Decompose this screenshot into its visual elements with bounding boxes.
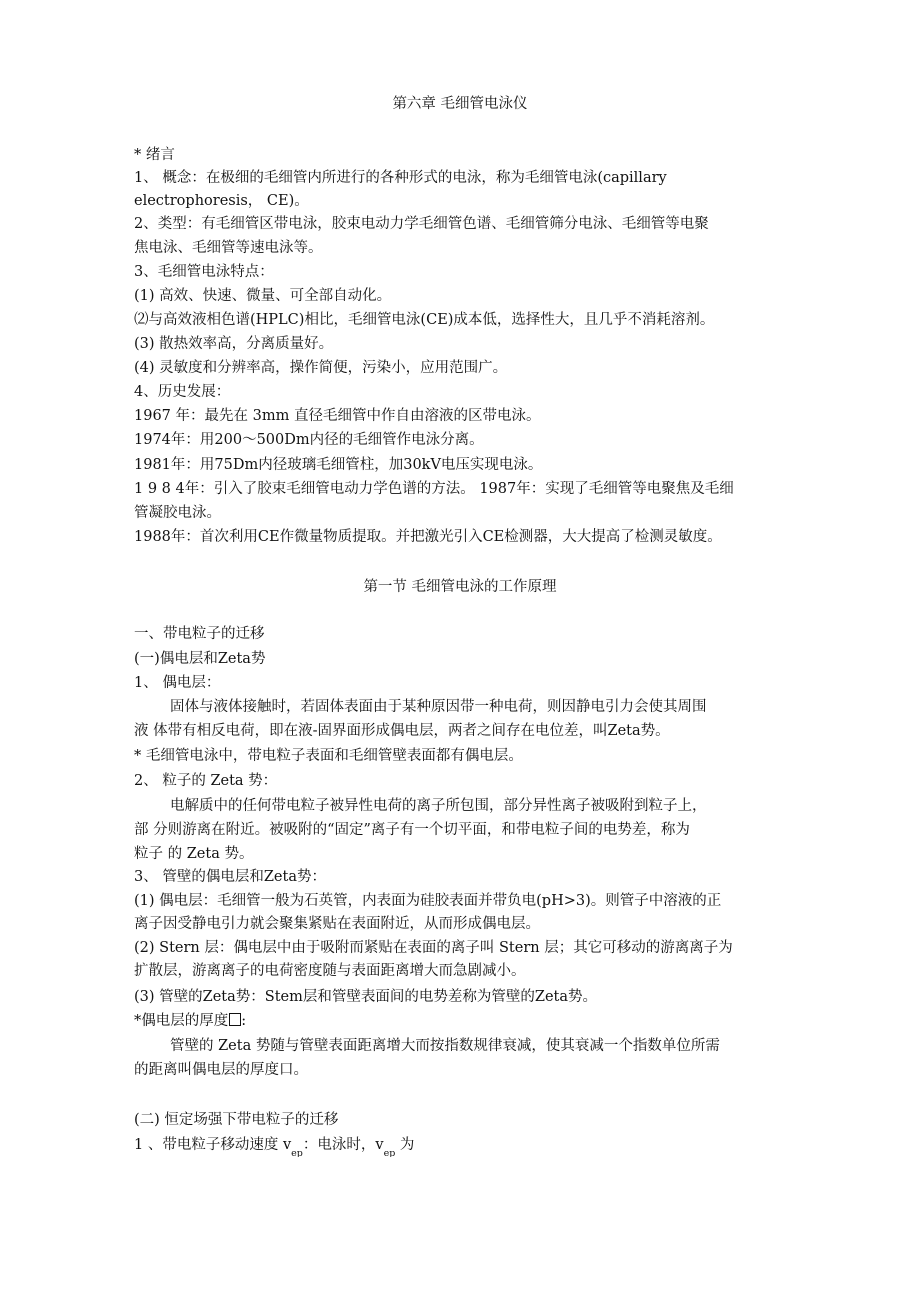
subscript: ep (291, 1148, 303, 1157)
paragraph: 2、类型：有毛细管区带电泳，胶束电动力学毛细管色谱、毛细管筛分电泳、毛细管等电聚 (134, 216, 709, 232)
subsection-heading: 一、带电粒子的迁移 (134, 626, 265, 642)
paragraph-text: : (241, 1013, 247, 1029)
paragraph: 部 分则游离在附近。被吸附的“固定”离子有一个切平面，和带电粒子间的电势差，称为 (134, 822, 690, 838)
paragraph: 1、 偶电层： (134, 675, 221, 691)
paragraph: 扩散层，游离离子的电荷密度随与表面距离增大而急剧减小。 (134, 963, 526, 979)
paragraph: (2) Stern 层：偶电层中由于吸附而紧贴在表面的离子叫 Stern 层；其它可移动的游离离子为 (134, 940, 733, 956)
paragraph: 1 9 8 4年：引入了胶束毛细管电动力学色谱的方法。 1987年：实现了毛细管等电聚焦及毛细 (134, 481, 734, 497)
paragraph-text: 为 (395, 1137, 415, 1153)
paragraph-text: 1 、带电粒子移动速度 (134, 1137, 283, 1153)
subsection-heading: (一)偶电层和Zeta势 (134, 651, 266, 667)
paragraph: electrophoresis， CE)。 (134, 193, 309, 209)
subscript: ep (383, 1148, 396, 1157)
paragraph-text: *偶电层的厚度 (134, 1013, 229, 1029)
paragraph: 液 体带有相反电荷，即在液-固界面形成偶电层，两者之间存在电位差，叫Zeta势。 (134, 723, 670, 739)
subsection-heading: (二) 恒定场强下带电粒子的迁移 (134, 1112, 339, 1128)
paragraph: 1967 年：最先在 3mm 直径毛细管中作自由溶液的区带电泳。 (134, 408, 541, 424)
paragraph: 离子因受静电引力就会聚集紧贴在表面附近，从而形成偶电层。 (134, 916, 540, 932)
paragraph-text: ：电泳时， (302, 1137, 376, 1153)
paragraph: * 毛细管电泳中，带电粒子表面和毛细管壁表面都有偶电层。 (134, 748, 523, 764)
paragraph: 粒子 的 Zeta 势。 (134, 846, 254, 862)
paragraph: (1) 高效、快速、微量、可全部自动化。 (134, 288, 392, 304)
paragraph: 管凝胶电泳。 (134, 505, 221, 521)
paragraph: 1、 概念：在极细的毛细管内所进行的各种形式的电泳，称为毛细管电泳(capillary (134, 170, 667, 186)
paragraph: (3) 管壁的Zeta势：Stem层和管壁表面间的电势差称为管壁的Zeta势。 (134, 989, 597, 1005)
paragraph: (4) 灵敏度和分辨率高，操作简便，污染小，应用范围广。 (134, 360, 508, 376)
paragraph: 的距离叫偶电层的厚度口。 (134, 1062, 308, 1078)
paragraph: 管壁的 Zeta 势随与管壁表面距离增大而按指数规律衰减，使其衰减一个指数单位所需 (170, 1038, 720, 1054)
box-symbol (229, 1013, 241, 1026)
paragraph: 3、 管壁的偶电层和Zeta势： (134, 869, 326, 885)
paragraph: (3) 散热效率高，分离质量好。 (134, 336, 334, 352)
paragraph: (1) 偶电层：毛细管一般为石英管，内表面为硅胶表面并带负电(pH>3)。则管子中溶液的正 (134, 893, 722, 909)
paragraph: 1981年：用75Dm内径玻璃毛细管柱，加30kV电压实现电泳。 (134, 457, 543, 473)
paragraph: 固体与液体接触时，若固体表面由于某种原因带一种电荷，则因静电引力会使其周围 (170, 699, 707, 715)
paragraph: ⑵与高效液相色谱(HPLC)相比，毛细管电泳(CE)成本低，选择性大，且几乎不消耗溶剂。 (134, 312, 715, 328)
paragraph: 电解质中的任何带电粒子被异性电荷的离子所包围，部分异性离子被吸附到粒子上， (170, 798, 707, 814)
paragraph: 2、 粒子的 Zeta 势： (134, 773, 278, 789)
intro-heading: * 绪言 (134, 147, 175, 163)
paragraph: 1974年：用200〜500Dm内径的毛细管作电泳分离。 (134, 432, 484, 448)
paragraph: 1988年：首次利用CE作微量物质提取。并把激光引入CE检测器，大大提高了检测灵敏度。 (134, 529, 722, 545)
paragraph (134, 1011, 794, 1031)
paragraph: 焦电泳、毛细管等速电泳等。 (134, 240, 323, 256)
paragraph: 3、毛细管电泳特点： (134, 264, 274, 280)
chapter-title: 第六章 毛细管电泳仪 (392, 96, 528, 112)
paragraph: 1 、带电粒子移动速度 $v_{ep}$：电泳时，$v_{ep}$ 为 (134, 1137, 415, 1157)
paragraph: 4、历史发展： (134, 384, 231, 400)
section-title: 第一节 毛细管电泳的工作原理 (363, 579, 557, 595)
